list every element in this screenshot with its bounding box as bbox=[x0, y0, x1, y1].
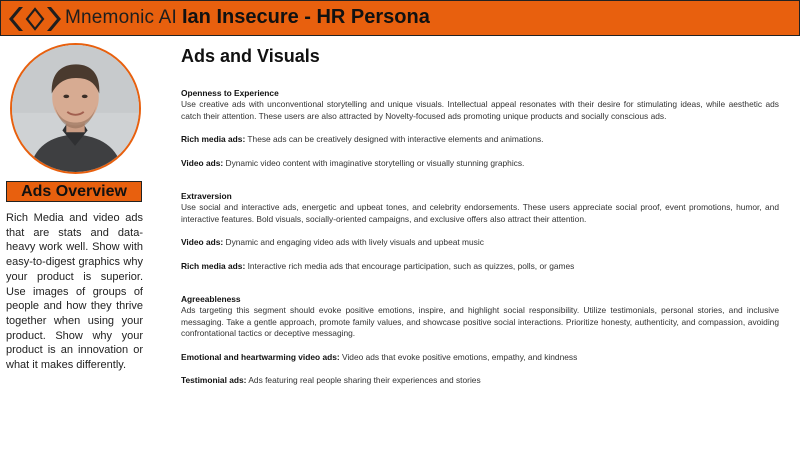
ad-type-line bbox=[181, 134, 779, 145]
traits-content bbox=[181, 88, 779, 387]
ad-type-label: Video ads: bbox=[181, 157, 224, 168]
ad-type-label: Emotional and heartwarming video ads: bbox=[181, 351, 340, 362]
header-bar bbox=[0, 0, 800, 36]
ads-overview-heading: Ads Overview bbox=[6, 181, 142, 202]
ad-type-line bbox=[181, 237, 779, 248]
ad-type-label: Rich media ads: bbox=[181, 260, 246, 271]
trait-agreeableness bbox=[181, 294, 779, 386]
ad-type-text: These ads can be creatively designed with interactive elements and animations. bbox=[247, 134, 544, 145]
trait-heading: Openness to Experience bbox=[181, 88, 279, 98]
ad-type-text: Video ads that evoke positive emotions, empathy, and kindness bbox=[342, 351, 578, 362]
trait-description: Ads targeting this segment should evoke positive emotions, inspire, and highlight social responsibility. Utilize testimonials, personal stories, and inclusive messaging. Take a gentle approach, promote family values, and showcase positive social interactions. Prioritize honesty, authenticity, and compassion, avoiding confrontational tactics or deceptive messaging. bbox=[181, 305, 779, 339]
ad-type-line bbox=[181, 158, 779, 169]
ad-type-label: Video ads: bbox=[181, 237, 224, 248]
ad-type-label: Testimonial ads: bbox=[181, 375, 247, 386]
page-title: Ian Insecure - HR Persona bbox=[182, 6, 430, 28]
brand-name: Mnemonic AI bbox=[65, 7, 178, 28]
ad-type-label: Rich media ads: bbox=[181, 134, 246, 145]
trait-heading: Agreeableness bbox=[181, 294, 241, 305]
ad-type-line bbox=[181, 352, 779, 363]
trait-extraversion bbox=[181, 191, 779, 272]
ad-type-line bbox=[181, 261, 779, 272]
ad-type-text: Dynamic video content with imaginative storytelling or visually stunning graphics. bbox=[225, 157, 525, 168]
section-title: Ads and Visuals bbox=[181, 46, 320, 66]
ads-overview-text: Rich Media and video ads that are stats and data-heavy work well. Show with easy-to-digest graphics why your product is superior. Use images of groups of people and how they thrive together when using your product. Show why your product is an innovation or what it makes differently. bbox=[6, 212, 143, 372]
trait-openness bbox=[181, 88, 779, 169]
ad-type-text: Ads featuring real people sharing their experiences and stories bbox=[248, 375, 481, 386]
persona-avatar bbox=[10, 43, 141, 174]
trait-description: Use social and interactive ads, energetic and upbeat tones, and celebrity endorsements. These users appreciate social proof, event promotions, humor, and interactive features. Bold visuals, socially-oriented campaigns, and exclusive offers also attract their attention. bbox=[181, 202, 779, 224]
ad-type-text: Dynamic and engaging video ads with lively visuals and upbeat music bbox=[225, 237, 484, 248]
person-portrait-icon bbox=[12, 45, 139, 172]
trait-description: Use creative ads with unconventional storytelling and unique visuals. Intellectual appeal resonates with their desire for stimulating ideas, while aesthetic ads catch their attention. These users are also attracted by Novelty-focused ads promoting unique products and socially conscious ads. bbox=[181, 99, 779, 121]
trait-heading: Extraversion bbox=[181, 191, 232, 202]
ad-type-line bbox=[181, 375, 779, 386]
mnemonic-logo-icon bbox=[5, 4, 65, 34]
ad-type-text: Interactive rich media ads that encourage participation, such as quizzes, polls, or games bbox=[247, 260, 575, 271]
